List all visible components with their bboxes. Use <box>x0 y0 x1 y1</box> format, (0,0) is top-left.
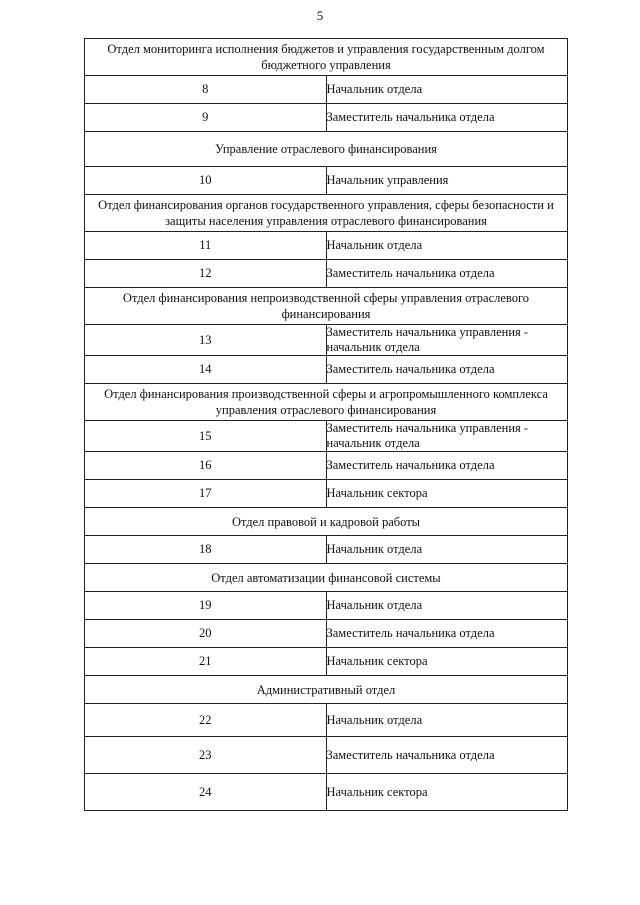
position-title: Начальник сектора <box>326 480 568 508</box>
section-title: Отдел мониторинга исполнения бюджетов и управления государственным долгом бюджетного управления <box>85 39 568 76</box>
position-title: Заместитель начальника управления - начальник отдела <box>326 325 568 356</box>
section-title: Отдел финансирования органов государственного управления, сферы безопасности и защиты населения управления отраслевого финансирования <box>85 195 568 232</box>
position-title: Начальник отдела <box>326 592 568 620</box>
position-title: Заместитель начальника отдела <box>326 620 568 648</box>
table-row <box>85 737 568 774</box>
row-number: 19 <box>85 592 327 620</box>
table-row <box>85 260 568 288</box>
position-title: Начальник сектора <box>326 648 568 676</box>
position-title: Начальник отдела <box>326 536 568 564</box>
position-title: Заместитель начальника отдела <box>326 356 568 384</box>
row-number: 10 <box>85 167 327 195</box>
section-title: Отдел правовой и кадровой работы <box>85 508 568 536</box>
position-title: Заместитель начальника отдела <box>326 104 568 132</box>
table-row <box>85 167 568 195</box>
table-row <box>85 704 568 737</box>
table-row <box>85 104 568 132</box>
row-number: 23 <box>85 737 327 774</box>
row-number: 16 <box>85 452 327 480</box>
section-title: Отдел финансирования производственной сферы и агропромышленного комплекса управления отраслевого финансирования <box>85 384 568 421</box>
table-row <box>85 592 568 620</box>
row-number: 17 <box>85 480 327 508</box>
position-title: Заместитель начальника управления - начальник отдела <box>326 421 568 452</box>
position-title: Заместитель начальника отдела <box>326 737 568 774</box>
position-title: Заместитель начальника отдела <box>326 452 568 480</box>
section-row <box>85 508 568 536</box>
table-row <box>85 648 568 676</box>
positions-table <box>84 38 568 811</box>
section-row <box>85 676 568 704</box>
position-title: Начальник отдела <box>326 232 568 260</box>
row-number: 14 <box>85 356 327 384</box>
section-row <box>85 195 568 232</box>
row-number: 22 <box>85 704 327 737</box>
position-title: Начальник отдела <box>326 704 568 737</box>
page-number: 5 <box>316 8 324 23</box>
row-number: 18 <box>85 536 327 564</box>
row-number: 12 <box>85 260 327 288</box>
row-number: 9 <box>85 104 327 132</box>
table-row <box>85 480 568 508</box>
table-row <box>85 774 568 811</box>
table-row <box>85 421 568 452</box>
row-number: 8 <box>85 76 327 104</box>
section-title: Административный отдел <box>85 676 568 704</box>
section-title: Управление отраслевого финансирования <box>85 132 568 167</box>
row-number: 15 <box>85 421 327 452</box>
table-row <box>85 76 568 104</box>
section-row <box>85 132 568 167</box>
section-row <box>85 384 568 421</box>
position-title: Начальник отдела <box>326 76 568 104</box>
table-row <box>85 620 568 648</box>
table-row <box>85 356 568 384</box>
table-row <box>85 325 568 356</box>
table-row <box>85 536 568 564</box>
row-number: 11 <box>85 232 327 260</box>
row-number: 21 <box>85 648 327 676</box>
row-number: 13 <box>85 325 327 356</box>
section-title: Отдел финансирования непроизводственной сферы управления отраслевого финансирования <box>85 288 568 325</box>
section-row <box>85 288 568 325</box>
table-row <box>85 232 568 260</box>
position-title: Начальник сектора <box>326 774 568 811</box>
row-number: 24 <box>85 774 327 811</box>
section-row <box>85 564 568 592</box>
position-title: Заместитель начальника отдела <box>326 260 568 288</box>
section-row <box>85 39 568 76</box>
position-title: Начальник управления <box>326 167 568 195</box>
section-title: Отдел автоматизации финансовой системы <box>85 564 568 592</box>
table-row <box>85 452 568 480</box>
row-number: 20 <box>85 620 327 648</box>
